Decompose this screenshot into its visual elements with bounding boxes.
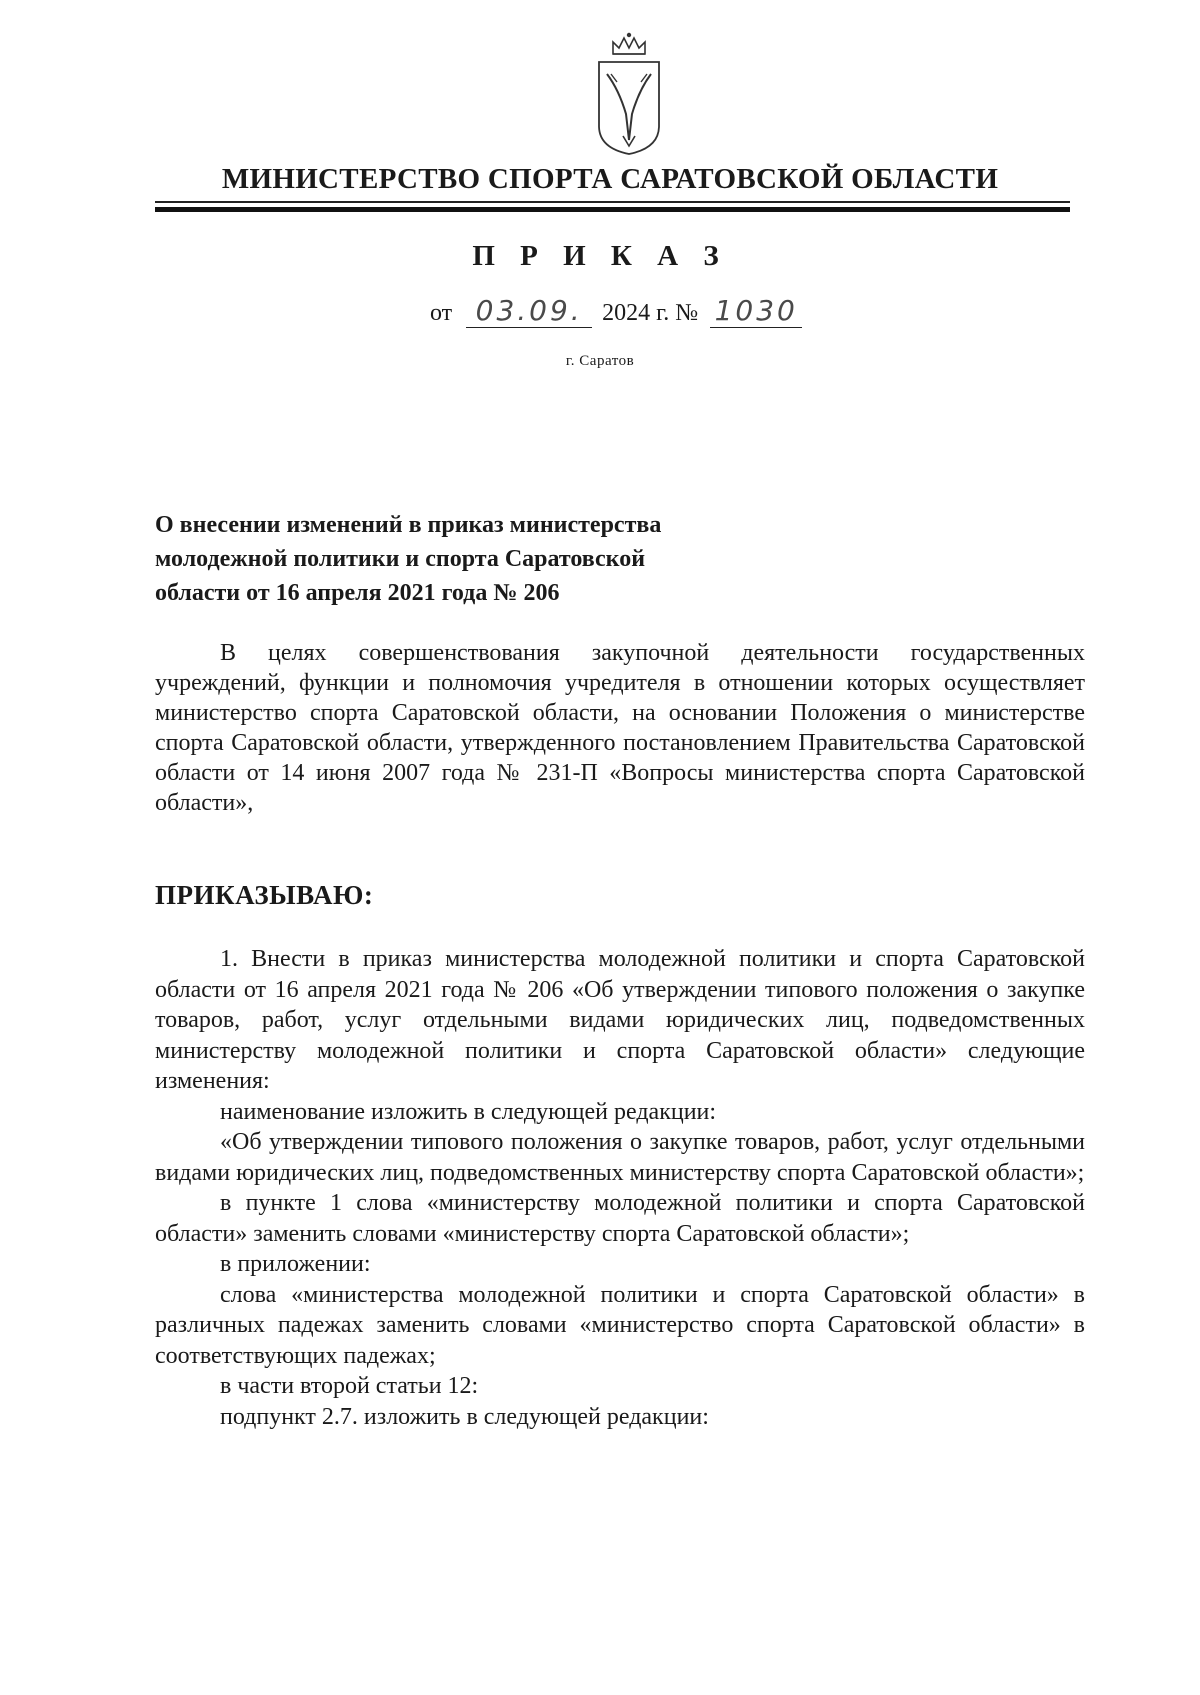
order-subject bbox=[155, 508, 755, 610]
header-rule-thick bbox=[155, 207, 1070, 212]
basis-paragraph: В целях совершенствования закупочной деятельности государственных учреждений, функции и полномочия учредителя в отношении которых осуществляет министерство спорта Саратовской области, на основании Положения о министерстве спорта Саратовской области, утвержденного постановлением Правительства Саратовской области от 14 июня 2007 года № 231-П «Вопросы министерства спорта Саратовской области», bbox=[155, 640, 1085, 816]
order-body bbox=[155, 944, 1085, 1432]
order-date-line bbox=[430, 294, 802, 334]
body-paragraph: слова «министерства молодежной политики и спорта Саратовской области» в различных падежах заменить словами «министерство спорта Саратовской области» в соответствующих падежах; bbox=[155, 1281, 1085, 1369]
handwritten-order-number: 1030 bbox=[710, 294, 802, 328]
decree-heading: ПРИКАЗЫВАЮ: bbox=[155, 880, 374, 910]
body-paragraph: 1. Внести в приказ министерства молодежной политики и спорта Саратовской области от 16 апреля 2021 года № 206 «Об утверждении типового положения о закупке товаров, работ, услуг отдельными видами юридических лиц, подведомственных министерству молодежной политики и спорта Саратовской области» следующие изменения: bbox=[155, 946, 1085, 1094]
order-title: П Р И К А З bbox=[472, 240, 728, 272]
ministry-name: МИНИСТЕРСТВО СПОРТА САРАТОВСКОЙ ОБЛАСТИ bbox=[221, 163, 999, 195]
city-label: г. Саратов bbox=[565, 353, 635, 369]
body-paragraph: в пункте 1 слова «министерству молодежной политики и спорта Саратовской области» заменить словами «министерству спорта Саратовской области»; bbox=[155, 1190, 1085, 1247]
handwritten-date: 03.09. bbox=[466, 294, 592, 328]
body-paragraph: подпункт 2.7. изложить в следующей редакции: bbox=[220, 1403, 709, 1430]
subject-line: О внесении изменений в приказ министерства bbox=[155, 512, 662, 538]
coat-of-arms-icon bbox=[593, 30, 665, 158]
subject-line: молодежной политики и спорта Саратовской bbox=[155, 546, 646, 572]
body-paragraph: в приложении: bbox=[220, 1251, 371, 1277]
from-label: от bbox=[430, 300, 453, 326]
body-paragraph: «Об утверждении типового положения о закупке товаров, работ, услуг отдельными видами юридических лиц, подведомственных министерству спорта Саратовской области»; bbox=[155, 1129, 1085, 1186]
subject-line: области от 16 апреля 2021 года № 206 bbox=[155, 580, 560, 606]
header-rule-thin bbox=[155, 201, 1070, 203]
year-number-label: 2024 г. № bbox=[602, 300, 699, 326]
body-paragraph: наименование изложить в следующей редакции: bbox=[220, 1098, 717, 1125]
body-paragraph: в части второй статьи 12: bbox=[220, 1373, 479, 1399]
